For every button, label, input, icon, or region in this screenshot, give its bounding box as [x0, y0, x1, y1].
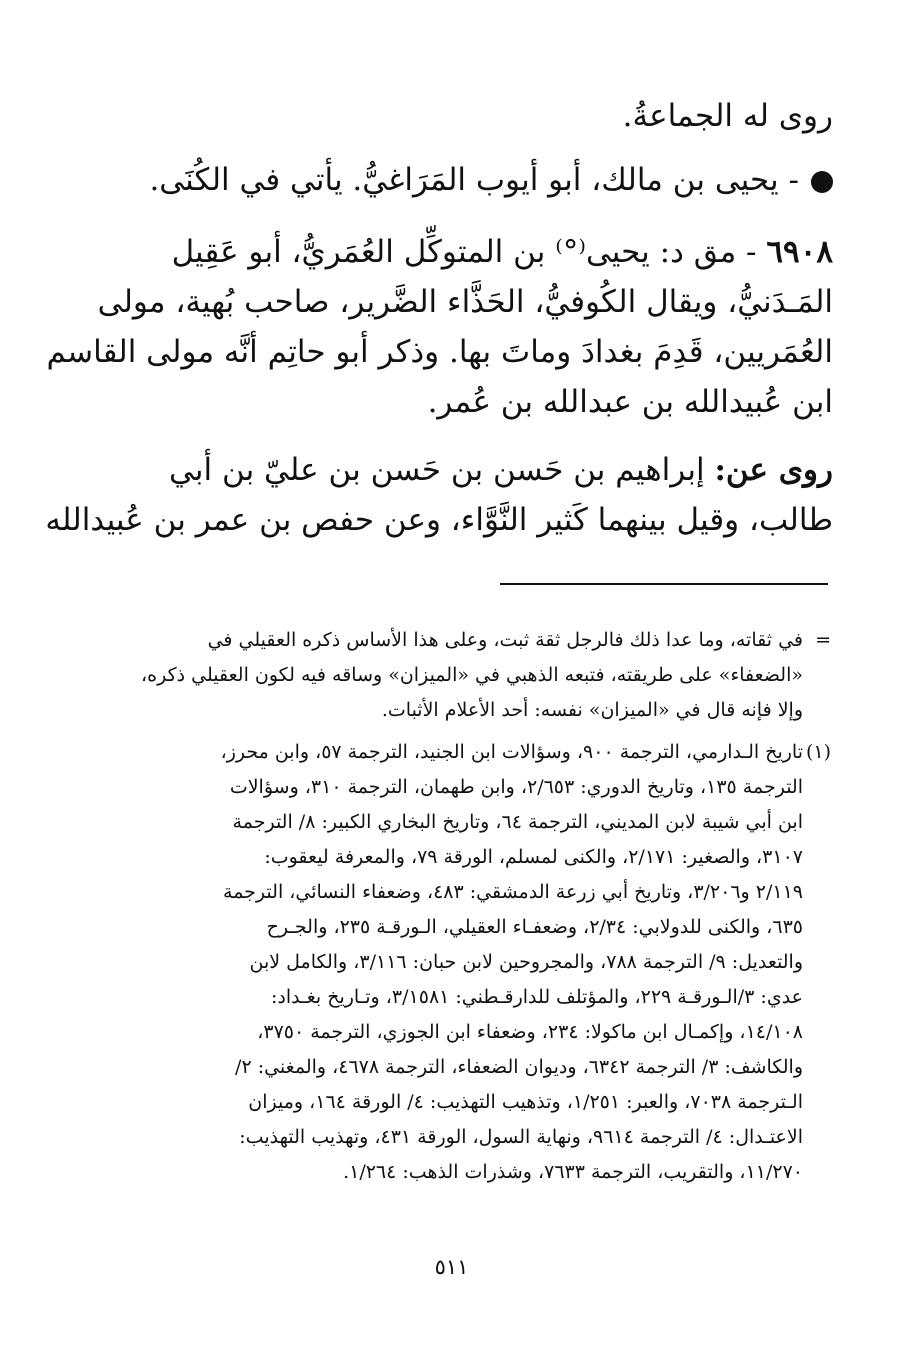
footnote-line: الـترجمة ٧٠٣٨، والعبر: ١/٢٥١، وتذهيب التهذيب: ٤/ الورقة ١٦٤، وميزان [248, 1091, 803, 1113]
footnote-continuation-marker: = [815, 629, 831, 651]
footnote-line: ابن أبي شيبة لابن المديني، الترجمة ٦٤، وتاريخ البخاري الكبير: ٨/ الترجمة [232, 811, 803, 833]
rawa-text: إبراهيم بن حَسن بن حَسن بن عليّ بن أبي [169, 452, 705, 488]
footnote-line: ١٤/١٠٨، وإكمـال ابن ماكولا: ٢٣٤، وضعفاء ابن الجوزي، الترجمة ٣٧٥٠، [257, 1021, 803, 1043]
footnote-line: عدي: ٣/الـورقـة ٢٢٩، والمؤتلف للدارقـطني: ٣/١٥٨١، وتـاريخ بغـداد: [271, 986, 803, 1008]
footnote-line: في ثقاته، وما عدا ذلك فالرجل ثقة ثبت، وعلى هذا الأساس ذكره العقيلي في [207, 629, 803, 651]
rawa-line [133, 450, 833, 490]
entry-text-line: المَـدَنيُّ، ويقال الكُوفيُّ، الحَذَّاء الضَّرير، صاحب بُهية، مولى [97, 284, 833, 320]
footnote-line: ٣١٠٧، والصغير: ٢/١٧١، والكنى لمسلم، الورقة ٧٩، والمعرفة ليعقوب: [264, 846, 803, 868]
footnote-line: ٢/١١٩ و٣/٢٠٦، وتاريخ أبي زرعة الدمشقي: ٤٨٣، وضعفاء النسائي، الترجمة [223, 881, 803, 903]
entry-heading-text: - مق د: يحيى⁽°⁾ بن المتوكِّل العُمَريُّ، أبو عَقِيل [171, 234, 757, 270]
footnote-line: والكاشف: ٣/ الترجمة ٦٣٤٢، وديوان الضعفاء، الترجمة ٤٦٧٨، والمغني: ٢/ [235, 1056, 803, 1078]
footnote-line: «الضعفاء» على طريقته، فتبعه الذهبي في «الميزان» وساقه فيه لكون العقيلي ذكره، [141, 664, 803, 686]
footnote-number: (١) [805, 741, 831, 763]
rawa-label: روى عن: [714, 452, 833, 488]
footnote-line: ٦٣٥، والكنى للدولابي: ٢/٣٤، وضعفـاء العقيلي، الـورقـة ٢٣٥، والجـرح [266, 916, 803, 938]
entry-heading-line [133, 232, 833, 272]
footnote-line: الترجمة ١٣٥، وتاريخ الدوري: ٢/٦٥٣، وابن طهمان، الترجمة ٣١٠، وسؤالات [229, 776, 803, 798]
footnote-line: والتعديل: ٩/ الترجمة ٧٨٨، والمجروحين لابن حبان: ٣/١١٦، والكامل لابن [249, 951, 803, 973]
main-text-line: روى له الجماعةُ. [622, 98, 833, 134]
footnote-line: تاريخ الـدارمي، الترجمة ٩٠٠، وسؤالات ابن الجنيد، الترجمة ٥٧، وابن محرز، [220, 741, 803, 763]
entry-text-line: ابن عُبيدالله بن عبدالله بن عُمر. [427, 384, 833, 420]
footnote-line: وإلا فإنه قال في «الميزان» نفسه: أحد الأعلام الأثبات. [381, 699, 803, 721]
footnote-separator [500, 583, 828, 585]
bullet-entry [133, 160, 833, 200]
bullet-entry-text: - يحيى بن مالك، أبو أيوب المَرَاغيُّ. يأتي في الكُنَى. [149, 162, 799, 198]
entry-number: ٦٩٠٨ [766, 234, 833, 270]
rawa-text-line: طالب، وقيل بينهما كَثير النَّوَّاء، وعن حفص بن عمر بن عُبيدالله [45, 502, 833, 538]
bullet-icon [811, 171, 833, 193]
entry-text-line: العُمَريين، قَدِمَ بغدادَ وماتَ بها. وذكر أبو حاتِم أنَّه مولى القاسم [46, 334, 833, 370]
footnote-line: ١١/٢٧٠، والتقريب، الترجمة ٧٦٣٣، وشذرات الذهب: ١/٢٦٤. [343, 1161, 803, 1183]
footnote-line: الاعتـدال: ٤/ الترجمة ٩٦١٤، ونهاية السول، الورقة ٤٣١، وتهذيب التهذيب: [239, 1126, 803, 1148]
page-number: ٥١١ [434, 1255, 469, 1279]
